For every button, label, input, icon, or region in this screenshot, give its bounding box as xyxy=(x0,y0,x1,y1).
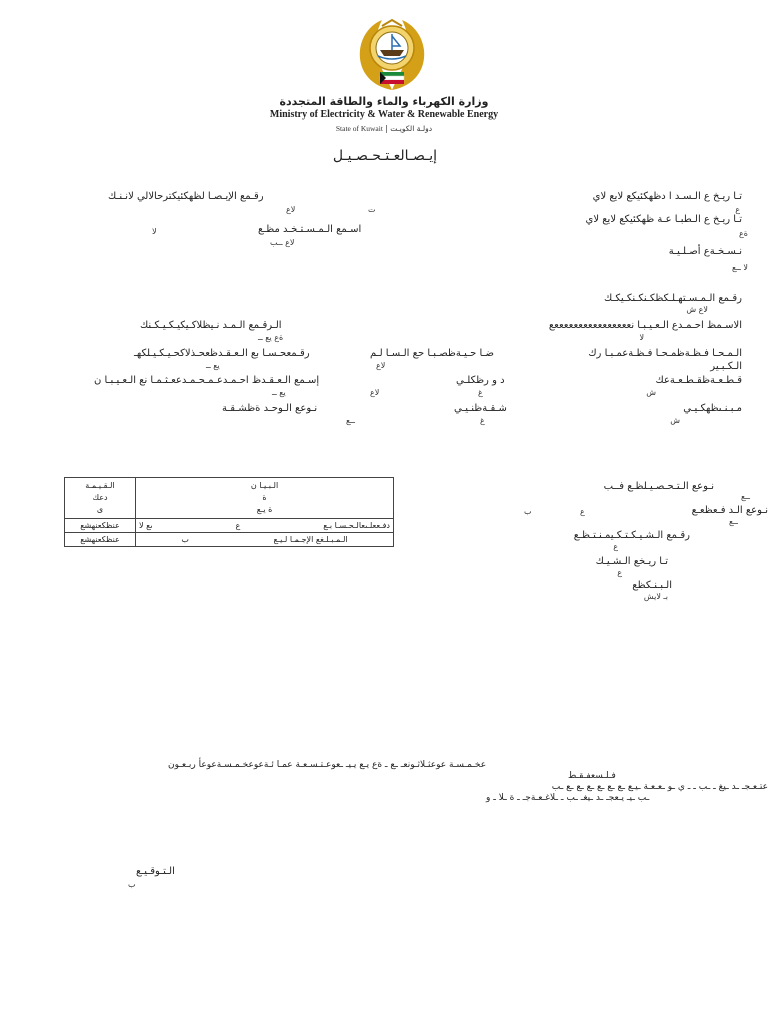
user-name-value: لا xyxy=(152,227,157,236)
plot-value: ش xyxy=(646,388,656,397)
value-header-extra: ى xyxy=(96,505,104,514)
amount-in-words-suffix: فـلـسعفـقـط xyxy=(568,771,616,781)
contract-name-value: لاع xyxy=(370,388,380,397)
payment-type-extra-2: ب xyxy=(524,507,532,516)
cheque-number-label: رقـمع الـشـيـكـتـكـيمـنـتـظـع xyxy=(573,530,690,541)
cheque-number-value: ع xyxy=(613,542,618,551)
floor-value: غ xyxy=(478,388,483,397)
bank-value: بـ لايش xyxy=(643,592,668,601)
governorate-label: الـمـحـا فـظـةظمـحـا فـظـةعمـبـا رك xyxy=(588,348,742,359)
row-description-mid: ب xyxy=(181,535,189,544)
description-header-cell xyxy=(136,478,394,519)
cheque-date-value: ع xyxy=(617,568,622,577)
row-value: عنظكعنهشع xyxy=(65,519,136,533)
table-header-row xyxy=(65,478,394,519)
state-separator: | xyxy=(385,124,388,133)
receipt-title: إيـصـالعـتـحـصـيـل xyxy=(332,148,438,164)
state-line xyxy=(250,124,518,133)
row-value: عنظكعنهشع xyxy=(65,533,136,547)
customer-name-label: الاسـمظ احـمـدع الـعـيـبـا نععععععععععععععععع xyxy=(548,320,742,331)
state-name-english: State of Kuwait xyxy=(335,124,383,133)
signature-line: ب xyxy=(128,880,136,889)
bank-label: الـبـنـكظع xyxy=(632,580,672,591)
floor-label: د و رظكلـي xyxy=(456,375,505,386)
table-row xyxy=(65,533,394,547)
row-description-cell xyxy=(136,533,394,547)
payment-type-value: ــع xyxy=(729,517,738,526)
collection-type-label: نـوعع الـتـحـصـيـلظـع فــب xyxy=(603,481,714,492)
receipt-items-table xyxy=(64,477,394,547)
unit-type-label: نـوعع الـوحـد ةظشـقـة xyxy=(222,403,318,414)
unit-number-label: شـقـةظنـيـي xyxy=(454,403,507,414)
ministry-name-english: Ministry of Electricity & Water & Renewable Energy xyxy=(269,109,499,120)
row-description: دفـععلـىعالـحـسـا بـع xyxy=(323,521,390,530)
row-description-cell xyxy=(136,519,394,533)
payment-date-value: ع xyxy=(735,205,740,214)
payment-type-label: نـوعع الـد فـعظعـع xyxy=(691,505,768,516)
state-name-arabic: دولـة الكويـت xyxy=(390,124,433,133)
area-label: ضـا حـيـةظصـبـا حع الـسـا لـم xyxy=(370,348,494,359)
row-description: الـمـبـلـغع الإجـمـا لـيـع xyxy=(273,535,348,544)
user-name-label: اسـمع الـمـسـتـخـد مظـع xyxy=(258,224,362,235)
civil-id-label: الـرقـمع الـمـد نـيظلاكـيكيـكـيـكـنك xyxy=(140,320,282,331)
building-value: ش xyxy=(670,416,680,425)
signature-label: الـتـوقـيـع xyxy=(136,866,175,877)
receipt-number-label: رقـمع الإيـصـا لظهكئيكترحالالي لانـنـك xyxy=(108,191,264,202)
contract-account-value: يع ــ xyxy=(206,361,220,370)
ministry-logo xyxy=(352,14,432,94)
ministry-name-arabic: وزارة الكهرباء والماء والطاقة المتجددة xyxy=(279,95,489,108)
row-description-left: ىع لا xyxy=(139,521,153,530)
print-date-value: ةع xyxy=(739,229,748,238)
amount-in-words: عخـمـسـة عوعثـلاثـونعـ ـع ـ ةع يـع يـيـ ـعوعـتـسـعـة عمـا ئـةعوعخـمـسـةعوعأ ربـعـون xyxy=(168,760,487,770)
contract-name-extra: يع ــ xyxy=(272,388,286,397)
print-date-label: تـا ريـخ ع الـطبـا عـة ظهكئيكع لايع لاي xyxy=(585,214,742,225)
table-row xyxy=(65,519,394,533)
cheque-date-label: تـا ريـخع الـشـيـك xyxy=(595,556,668,567)
area-value: لاع xyxy=(376,361,386,370)
civil-id-value: ةع يع ــ xyxy=(258,333,284,342)
beneficiary-number-label: رقـمع الـمـسـتهـلـكظكـنكـنكـيكـك xyxy=(604,293,742,304)
description-header: الـبـيـا ن xyxy=(250,481,279,490)
plot-label: قـطـعـةظقـطـعـةعك xyxy=(655,375,742,386)
governorate-value: الـكـبـير xyxy=(710,361,742,372)
payment-type-extra: ع xyxy=(580,507,585,516)
value-header-unit: دعك xyxy=(92,493,108,502)
contract-name-label: إسـمع الـعـقـدظ احـمـدعـمـحـمـدععـثـمـا نع الـعـيـبـا ن xyxy=(94,375,320,386)
copy-type-value: لا ــع xyxy=(731,263,748,272)
customer-name-value: لا xyxy=(639,333,644,342)
unit-number-value: غ xyxy=(480,416,485,425)
value-header-cell xyxy=(65,478,136,519)
amount-in-words-line-3: عتـعـجـ ـد ـيغ ـ ـب ـ ـ ي ـو ـعـعـة ـيـع ـع ـع ـع ـع ـع ـع ـب xyxy=(551,782,768,792)
beneficiary-number-value: لاع ش xyxy=(686,305,708,314)
user-name-extra: لاع ــب xyxy=(270,238,295,247)
copy-type-label: نـسـخـةع أصـلـيـة xyxy=(668,246,742,257)
contract-account-label: رقـمعحـسـا بع الـعـقـدظعحـذلاكحـيـكـيـلكهـ xyxy=(134,348,310,359)
row-description-mid: ع xyxy=(235,521,241,530)
value-header: الـقـيـمـة xyxy=(85,481,115,490)
receipt-number-value: لاع xyxy=(286,205,296,214)
amount-in-words-line-4: ـب ـيـ يـعجـ ـد ـيغـ ـب ـ ـلاغـعـةجـ ـ ة ـلا ـ و xyxy=(486,793,650,803)
ministry-emblem-icon xyxy=(352,14,432,94)
receipt-number-extra: ت xyxy=(368,205,376,214)
building-label: مـبـنـىظهكـيـي xyxy=(683,403,742,414)
description-header-sub: ة xyxy=(262,493,267,502)
payment-date-label: تـا ريـخ ع الـسـد ا دظهكئيكع لايع لاي xyxy=(592,191,742,202)
unit-type-value: ــع xyxy=(346,416,355,425)
collection-type-value: ــع xyxy=(741,492,750,501)
description-header-extra: ة يـع xyxy=(256,505,273,514)
